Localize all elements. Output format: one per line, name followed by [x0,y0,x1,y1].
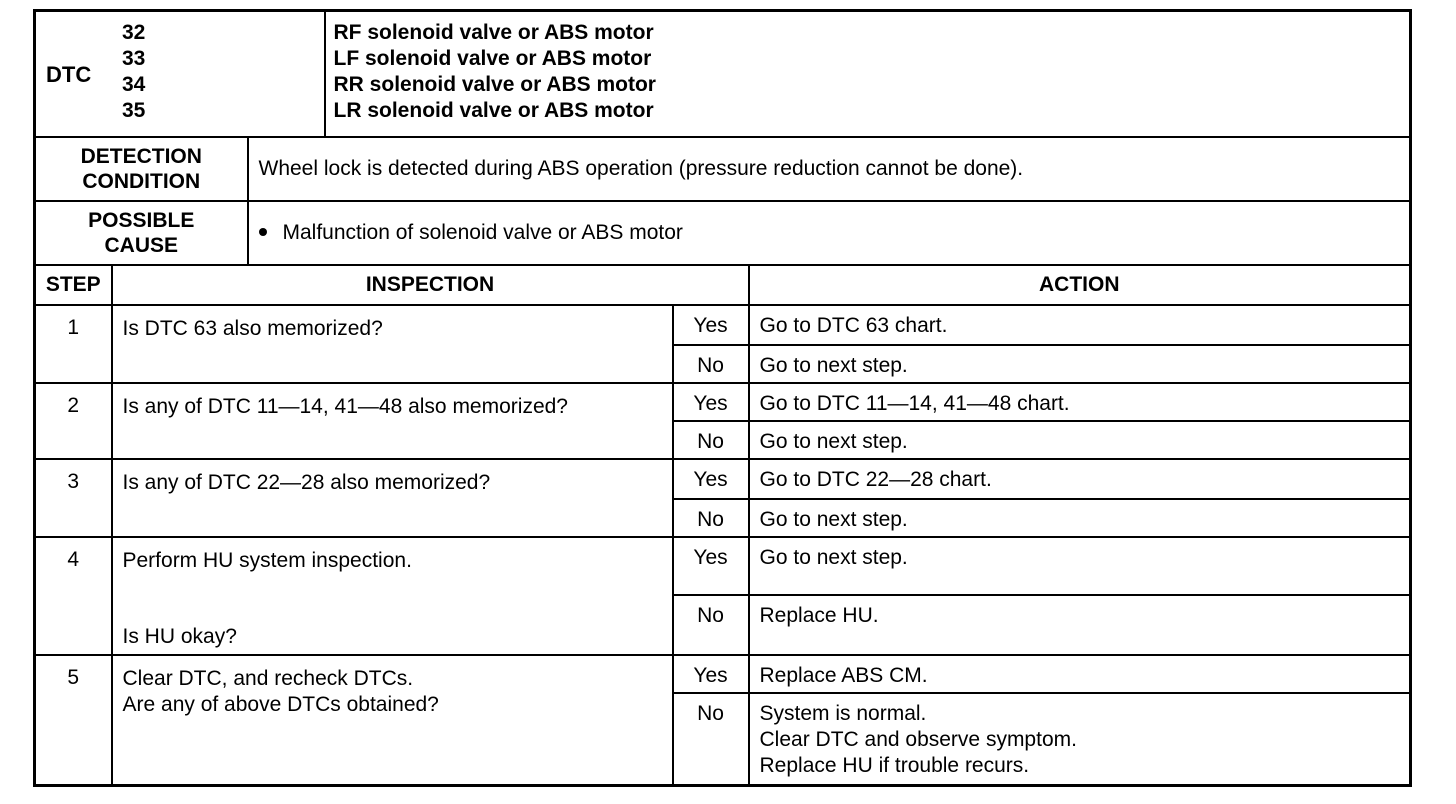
dtc-description: LR solenoid valve or ABS motor [333,99,654,122]
yes-action [749,305,1411,345]
yes-action [749,383,1411,421]
no-label: No [673,345,749,383]
possible-cause-cell [248,201,1411,265]
no-action [749,595,1411,655]
step-inspection [112,459,673,537]
step-row [35,655,1411,693]
column-header-row [35,265,1411,305]
no-action [749,499,1411,537]
inspection-line: Is DTC 63 also memorized? [122,317,383,340]
possible-cause-label [35,201,248,265]
step-row [35,305,1411,345]
dtc-troubleshooting-sheet [33,9,1409,787]
yes-label: Yes [673,459,749,499]
inspection-line: Are any of above DTCs obtained? [122,693,439,716]
inspection-column-header: INSPECTION [112,265,749,305]
detection-condition-label [35,137,248,201]
inspection-line: Is any of DTC 11—14, 41—48 also memorized? [122,395,568,418]
action-line: Clear DTC and observe symptom. [759,728,1077,751]
inspection-line: Clear DTC, and recheck DTCs. [122,667,414,690]
step-inspection [112,537,673,655]
action-line: Go to next step. [759,508,908,531]
action-line: Replace ABS CM. [759,664,928,687]
dtc-description: RR solenoid valve or ABS motor [333,73,656,96]
detection-condition-row [35,137,1411,201]
step-inspection [112,305,673,383]
possible-cause-label-line: POSSIBLE [88,209,195,232]
bullet-icon [259,228,267,236]
step-number: 3 [35,459,112,537]
no-label: No [673,595,749,655]
no-action [749,693,1411,785]
action-line: Go to DTC 63 chart. [759,314,948,337]
dtc-code-cell [35,11,325,138]
yes-action [749,655,1411,693]
possible-cause-item: Malfunction of solenoid valve or ABS motor [282,221,683,244]
dtc-code: 35 [122,99,146,122]
yes-label: Yes [673,383,749,421]
action-line: Replace HU if trouble recurs. [759,754,1030,777]
inspection-line: Is HU okay? [122,625,237,648]
action-line: Go to DTC 22—28 chart. [759,468,992,491]
yes-action [749,459,1411,499]
detection-label-line: CONDITION [82,170,201,193]
detection-condition-text: Wheel lock is detected during ABS operation (pressure reduction cannot be done). [248,137,1411,201]
action-line: Go to DTC 11—14, 41—48 chart. [759,392,1070,415]
inspection-line: Is any of DTC 22—28 also memorized? [122,471,491,494]
action-line: System is normal. [759,702,927,725]
action-line: Go to next step. [759,354,908,377]
step-number: 1 [35,305,112,383]
dtc-header-row [35,11,1411,138]
dtc-code: 34 [122,73,146,96]
dtc-code: 33 [122,47,146,70]
yes-label: Yes [673,655,749,693]
possible-cause-label-line: CAUSE [104,234,178,257]
step-number: 2 [35,383,112,459]
step-column-header: STEP [35,265,112,305]
step-number: 4 [35,537,112,655]
step-row [35,459,1411,499]
action-line: Replace HU. [759,604,879,627]
dtc-code-list [122,12,145,124]
detection-label-line: DETECTION [80,145,202,168]
step-row [35,383,1411,421]
yes-label: Yes [673,305,749,345]
step-inspection [112,383,673,459]
action-line: Go to next step. [759,546,908,569]
yes-action [749,537,1411,595]
dtc-label: DTC [46,62,92,87]
step-row [35,537,1411,595]
action-column-header: ACTION [749,265,1411,305]
possible-cause-row [35,201,1411,265]
step-inspection [112,655,673,785]
dtc-description: LF solenoid valve or ABS motor [333,47,652,70]
step-number: 5 [35,655,112,785]
dtc-code: 32 [122,21,146,44]
dtc-table [33,9,1412,787]
no-action [749,345,1411,383]
no-action [749,421,1411,459]
no-label: No [673,499,749,537]
inspection-line: Perform HU system inspection. [122,549,412,572]
dtc-description: RF solenoid valve or ABS motor [333,21,654,44]
action-line: Go to next step. [759,430,908,453]
no-label: No [673,693,749,785]
yes-label: Yes [673,537,749,595]
no-label: No [673,421,749,459]
dtc-description-cell [325,11,1411,138]
